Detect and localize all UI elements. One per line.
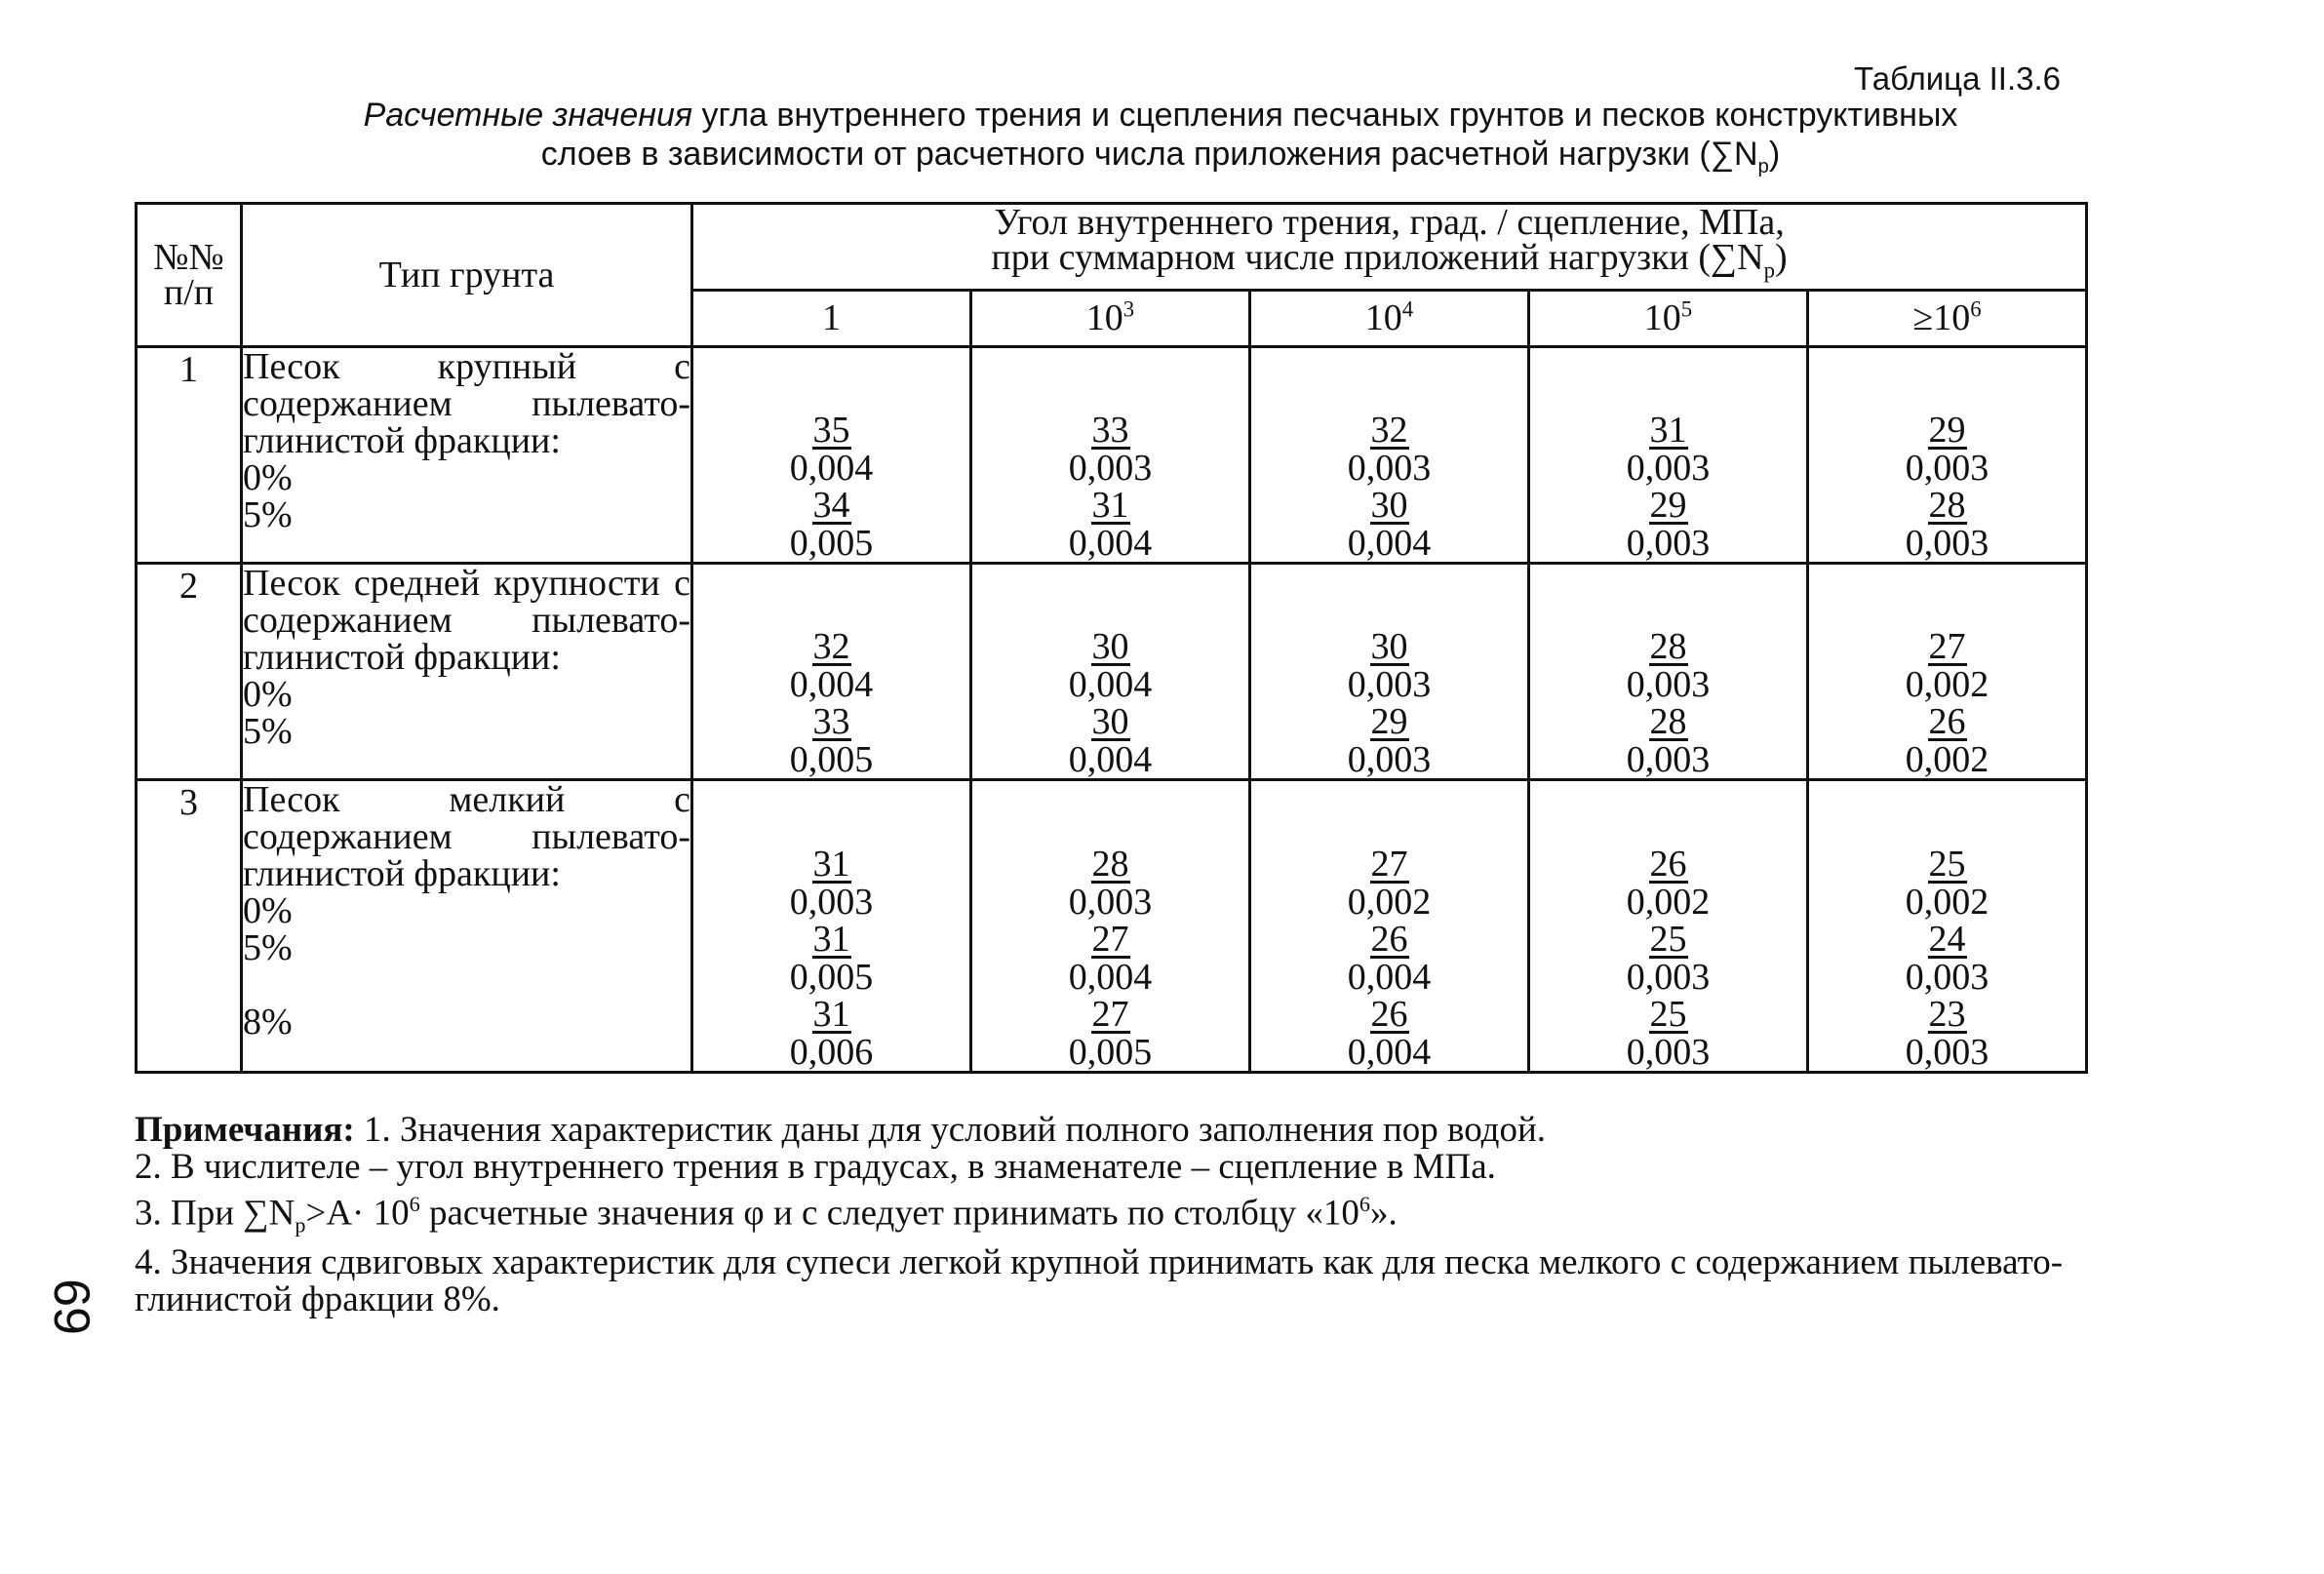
cohesion: 0,003 bbox=[1626, 663, 1711, 705]
friction-angle: 34 bbox=[812, 484, 850, 526]
cohesion: 0,004 bbox=[1347, 522, 1432, 564]
friction-angle: 31 bbox=[812, 993, 850, 1035]
friction-angle: 26 bbox=[1370, 993, 1408, 1035]
friction-angle: 30 bbox=[1091, 700, 1129, 742]
cohesion: 0,005 bbox=[1068, 1031, 1153, 1073]
soil-type bbox=[242, 563, 692, 779]
fraction bbox=[1530, 918, 1806, 998]
cohesion: 0,004 bbox=[1347, 1031, 1432, 1073]
cohesion: 0,003 bbox=[1626, 738, 1711, 780]
fraction bbox=[1809, 484, 2085, 564]
friction-angle: 28 bbox=[1649, 700, 1687, 742]
cohesion: 0,003 bbox=[1626, 956, 1711, 998]
subheader-col-4: $\ge 10^6$ bbox=[1808, 290, 2087, 346]
cohesion: 0,002 bbox=[1347, 881, 1432, 923]
fraction bbox=[972, 918, 1248, 998]
title-line-2: слоев в зависимости от расчетного числа приложения расчетной нагрузки $(\sum N_p)$ bbox=[540, 136, 1781, 177]
fraction bbox=[693, 993, 969, 1073]
note-4: 4. Значения сдвиговых характеристик для супеси легкой крупной принимать как для песка мелкого с содержанием пылевато-глинистой фракции 8%. bbox=[135, 1241, 2064, 1319]
friction-angle: 31 bbox=[812, 918, 850, 960]
value-cell bbox=[1808, 346, 2087, 563]
friction-angle: 29 bbox=[1928, 409, 1966, 451]
friction-angle: 27 bbox=[1091, 993, 1129, 1035]
value-cell bbox=[1529, 779, 1808, 1072]
friction-angle: 25 bbox=[1649, 993, 1687, 1035]
fraction bbox=[1809, 625, 2085, 705]
friction-angle: 32 bbox=[812, 625, 850, 667]
fraction bbox=[1809, 700, 2085, 780]
fraction-percent: 0% bbox=[243, 889, 293, 931]
fraction bbox=[1251, 918, 1527, 998]
note-1: Примечания: 1. Значения характеристик даны для условий полного заполнения пор водой. bbox=[135, 1110, 1547, 1150]
cohesion: 0,003 bbox=[1347, 738, 1432, 780]
friction-angle: 26 bbox=[1370, 918, 1408, 960]
cohesion: 0,003 bbox=[1068, 447, 1153, 489]
fraction-percent: 5% bbox=[243, 926, 293, 968]
cohesion: 0,002 bbox=[1905, 663, 1989, 705]
friction-angle: 31 bbox=[1649, 409, 1687, 451]
fraction bbox=[1809, 843, 2085, 923]
soil-type-text: Песок мелкий с содержанием пылевато-глинистой фракции: bbox=[243, 778, 690, 894]
friction-angle: 30 bbox=[1091, 625, 1129, 667]
fraction bbox=[1530, 484, 1806, 564]
friction-angle: 30 bbox=[1370, 484, 1408, 526]
soil-type-text: Песок средней крупности с содержанием пылевато-глинистой фракции: bbox=[243, 562, 690, 678]
fraction-percent: 0% bbox=[243, 673, 293, 715]
fraction bbox=[1530, 625, 1806, 705]
fraction bbox=[1530, 843, 1806, 923]
soil-type bbox=[242, 779, 692, 1072]
friction-angle: 26 bbox=[1649, 843, 1687, 885]
value-cell bbox=[1250, 779, 1529, 1072]
friction-angle: 29 bbox=[1649, 484, 1687, 526]
subheader-col-3: $10^5$ bbox=[1529, 290, 1808, 346]
cohesion: 0,003 bbox=[1347, 447, 1432, 489]
cohesion: 0,003 bbox=[1905, 522, 1989, 564]
friction-angle: 27 bbox=[1928, 625, 1966, 667]
fraction bbox=[693, 918, 969, 998]
cohesion: 0,005 bbox=[789, 738, 874, 780]
cohesion: 0,005 bbox=[789, 522, 874, 564]
row-number: 1 bbox=[137, 346, 242, 563]
value-cell bbox=[1529, 563, 1808, 779]
subheader-col-0: 1 bbox=[692, 290, 971, 346]
friction-angle: 30 bbox=[1370, 625, 1408, 667]
cohesion: 0,004 bbox=[1068, 663, 1153, 705]
fraction bbox=[693, 409, 969, 489]
fraction bbox=[1530, 993, 1806, 1073]
friction-angle: 31 bbox=[812, 843, 850, 885]
cohesion: 0,004 bbox=[1347, 956, 1432, 998]
cohesion: 0,003 bbox=[1347, 663, 1432, 705]
page-number: 69 bbox=[42, 1279, 99, 1335]
fraction bbox=[972, 409, 1248, 489]
fraction-percent: 8% bbox=[243, 1001, 293, 1043]
value-cell bbox=[971, 346, 1250, 563]
header-num: №№ п/п bbox=[137, 204, 242, 347]
fraction bbox=[693, 625, 969, 705]
table-row bbox=[137, 779, 2087, 1072]
fraction bbox=[972, 843, 1248, 923]
friction-angle: 24 bbox=[1928, 918, 1966, 960]
fraction bbox=[1530, 700, 1806, 780]
cohesion: 0,004 bbox=[1068, 956, 1153, 998]
notes bbox=[135, 1112, 2183, 1318]
value-cell bbox=[1250, 346, 1529, 563]
cohesion: 0,003 bbox=[1626, 522, 1711, 564]
fraction bbox=[1809, 993, 2085, 1073]
cohesion: 0,003 bbox=[1626, 447, 1711, 489]
cohesion: 0,005 bbox=[789, 956, 874, 998]
fraction bbox=[1251, 843, 1527, 923]
fraction-percent: 5% bbox=[243, 710, 293, 752]
fraction bbox=[1809, 918, 2085, 998]
header-type: Тип грунта bbox=[242, 204, 692, 347]
cohesion: 0,003 bbox=[1905, 956, 1989, 998]
friction-angle: 26 bbox=[1928, 700, 1966, 742]
fraction-percent: 0% bbox=[243, 456, 293, 498]
value-cell bbox=[1529, 346, 1808, 563]
fraction bbox=[1809, 409, 2085, 489]
subheader-col-2: $10^4$ bbox=[1250, 290, 1529, 346]
cohesion: 0,003 bbox=[1626, 1031, 1711, 1073]
subheader-col-1: $10^3$ bbox=[971, 290, 1250, 346]
fraction bbox=[1251, 409, 1527, 489]
cohesion: 0,002 bbox=[1905, 738, 1989, 780]
cohesion: 0,003 bbox=[1905, 447, 1989, 489]
friction-angle: 28 bbox=[1649, 625, 1687, 667]
cohesion: 0,004 bbox=[789, 663, 874, 705]
friction-angle: 35 bbox=[812, 409, 850, 451]
cohesion: 0,002 bbox=[1626, 881, 1711, 923]
soil-type-text: Песок крупный с содержанием пылевато-глинистой фракции: bbox=[243, 345, 690, 461]
row-number: 3 bbox=[137, 779, 242, 1072]
cohesion: 0,006 bbox=[789, 1031, 874, 1073]
friction-angle: 32 bbox=[1370, 409, 1408, 451]
row-number: 2 bbox=[137, 563, 242, 779]
friction-angle: 31 bbox=[1091, 484, 1129, 526]
friction-angle: 33 bbox=[812, 700, 850, 742]
value-cell bbox=[1808, 779, 2087, 1072]
value-cell bbox=[1808, 563, 2087, 779]
table-title bbox=[234, 96, 2087, 186]
value-cell bbox=[971, 779, 1250, 1072]
note-3: 3. При $\sum N_p>A\cdot 10^6$ расчетные значения φ и с следует принимать по столбцу «$10^6$». bbox=[135, 1192, 1398, 1238]
fraction bbox=[1251, 625, 1527, 705]
friction-angle: 28 bbox=[1091, 843, 1129, 885]
fraction bbox=[972, 700, 1248, 780]
table-label: Таблица II.3.6 bbox=[1854, 60, 2061, 97]
cohesion: 0,004 bbox=[1068, 738, 1153, 780]
friction-angle: 27 bbox=[1091, 918, 1129, 960]
cohesion: 0,004 bbox=[789, 447, 874, 489]
fraction bbox=[1251, 700, 1527, 780]
soil-type bbox=[242, 346, 692, 563]
cohesion: 0,002 bbox=[1905, 881, 1989, 923]
table-row bbox=[137, 346, 2087, 563]
fraction bbox=[972, 993, 1248, 1073]
table-row bbox=[137, 563, 2087, 779]
fraction bbox=[693, 843, 969, 923]
fraction bbox=[693, 700, 969, 780]
fraction bbox=[1251, 993, 1527, 1073]
note-2: 2. В числителе – угол внутреннего трения в градусах, в знаменателе – сцепление в МПа. bbox=[135, 1147, 1496, 1187]
header-group: Угол внутреннего трения, град. / сцепление, МПа, при суммарном числе приложений нагрузки $(\sum N_p)$ bbox=[692, 204, 2087, 291]
fraction bbox=[972, 625, 1248, 705]
cohesion: 0,003 bbox=[1905, 1031, 1989, 1073]
fraction bbox=[1530, 409, 1806, 489]
friction-angle: 25 bbox=[1928, 843, 1966, 885]
cohesion: 0,003 bbox=[789, 881, 874, 923]
fraction bbox=[693, 484, 969, 564]
value-cell bbox=[971, 563, 1250, 779]
fraction bbox=[972, 484, 1248, 564]
friction-angle: 33 bbox=[1091, 409, 1129, 451]
friction-angle: 29 bbox=[1370, 700, 1408, 742]
friction-angle: 27 bbox=[1370, 843, 1408, 885]
fraction-percent: 5% bbox=[243, 493, 293, 535]
fraction bbox=[1251, 484, 1527, 564]
properties-table bbox=[135, 202, 2088, 1074]
friction-angle: 28 bbox=[1928, 484, 1966, 526]
cohesion: 0,003 bbox=[1068, 881, 1153, 923]
friction-angle: 25 bbox=[1649, 918, 1687, 960]
title-line-1: Расчетные значения угла внутреннего трения и сцепления песчаных грунтов и песков конструктивных bbox=[363, 97, 1958, 134]
value-cell bbox=[692, 779, 971, 1072]
friction-angle: 23 bbox=[1928, 993, 1966, 1035]
cohesion: 0,004 bbox=[1068, 522, 1153, 564]
value-cell bbox=[692, 346, 971, 563]
value-cell bbox=[692, 563, 971, 779]
value-cell bbox=[1250, 563, 1529, 779]
